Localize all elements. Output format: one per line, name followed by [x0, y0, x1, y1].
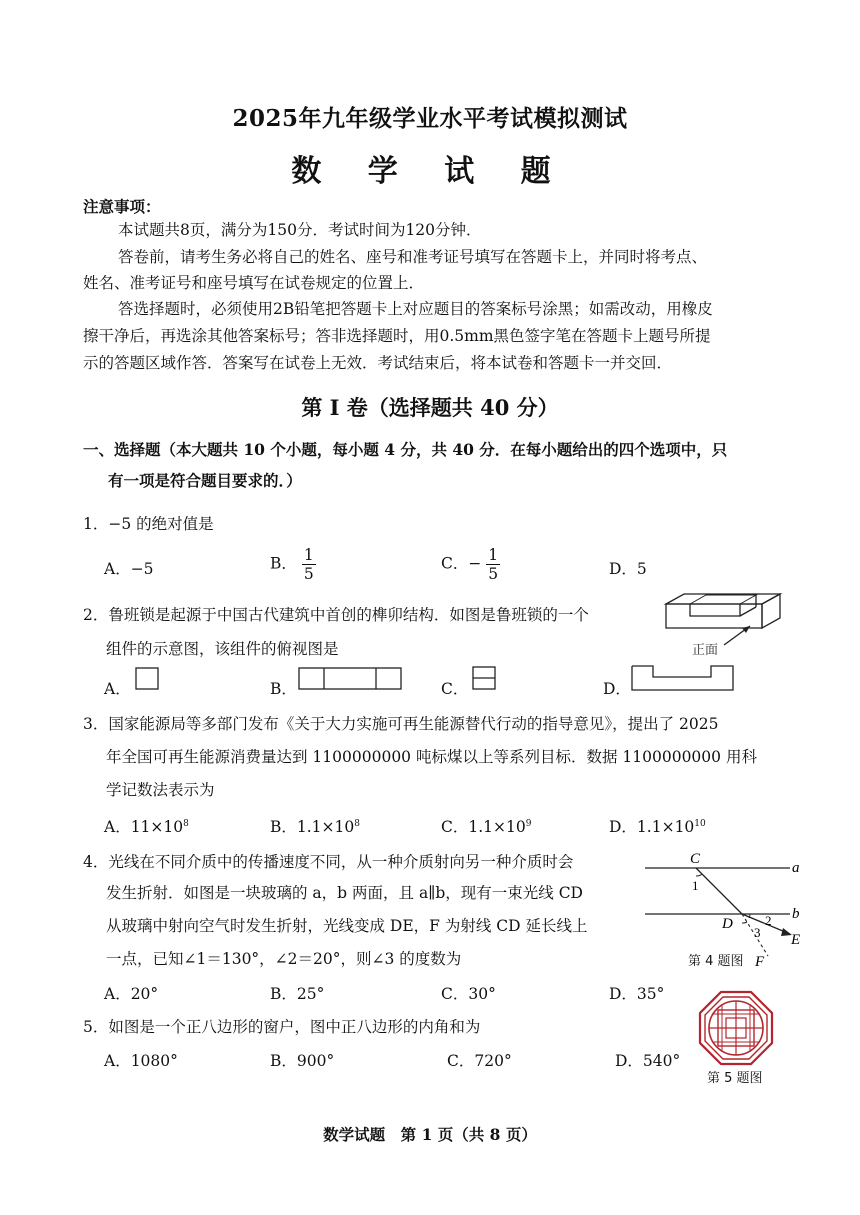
- q5-stem: 5．如图是一个正八边形的窗户，图中正八边形的内角和为: [83, 1018, 481, 1036]
- q4-stem-b: 发生折射．如图是一块玻璃的 a，b 两面，且 a∥b，现有一束光线 CD: [106, 884, 583, 902]
- label-a: a: [792, 860, 800, 876]
- q5-caption: 第 5 题图: [707, 1071, 763, 1086]
- exam-title: 2025年九年级学业水平考试模拟测试: [232, 105, 628, 132]
- q2-option-b: B．: [270, 680, 297, 698]
- q3-d-exp: 10: [694, 818, 706, 829]
- q4-option-d: D．35°: [609, 985, 665, 1003]
- q3-a-exp: 8: [183, 818, 189, 829]
- q3-c-exp: 9: [525, 818, 532, 829]
- q1-c-denominator: 5: [488, 565, 499, 583]
- q3-option-b: [270, 815, 360, 837]
- q3-b-exp: 8: [354, 818, 360, 829]
- label-angle-1: 1: [692, 878, 699, 893]
- q4-stem-c: 从玻璃中射向空气时发生折射，光线变成 DE，F 为射线 CD 延长线上: [106, 917, 588, 935]
- notes-p3a: 答选择题时，必须使用2B铅笔把答题卡上对应题目的答案标号涂黑；如需改动，用橡皮: [118, 300, 713, 318]
- q3-stem-a: 3．国家能源局等多部门发布《关于大力实施可再生能源替代行动的指导意见》，提出了 2025: [83, 715, 719, 733]
- q2-option-c-shape: [472, 666, 498, 692]
- q5-option-d: D．540°: [615, 1052, 681, 1070]
- section-heading-b: 有一项是符合题目要求的．）: [108, 471, 302, 490]
- section-heading-a: 一、选择题（本大题共 10 个小题，每小题 4 分，共 40 分．在每小题给出的四个选项中，只: [83, 440, 728, 459]
- notes-p1: 本试题共8页，满分为150分．考试时间为120分钟．: [118, 221, 482, 239]
- q1-option-b-prefix: B．: [270, 554, 297, 573]
- q1-option-c-fraction: [486, 546, 500, 583]
- q2-option-a-shape: [135, 667, 161, 691]
- q1-option-b: [270, 546, 316, 583]
- octagon-window-figure: [698, 990, 774, 1066]
- label-F: F: [755, 954, 765, 970]
- q3-c-base: C．1.1×10: [441, 818, 526, 836]
- q5-option-c: C．720°: [447, 1052, 512, 1070]
- q4-stem-d: 一点，已知∠1＝130°，∠2＝20°，则∠3 的度数为: [106, 950, 462, 968]
- q2-option-b-shape: [298, 667, 404, 691]
- section-title: 第 I 卷（选择题共 40 分）: [301, 395, 559, 420]
- notes-p2a: 答卷前，请考生务必将自己的姓名、座号和准考证号填写在答题卡上，并同时将考点、: [118, 248, 708, 266]
- label-C: C: [690, 851, 701, 867]
- q1-c-numerator: 1: [488, 546, 499, 564]
- q5-option-b: B．900°: [270, 1052, 335, 1070]
- q1-option-c-prefix: C．−: [441, 554, 482, 573]
- q3-option-d: [609, 815, 706, 837]
- q4-option-a: A．20°: [104, 985, 159, 1003]
- label-b: b: [792, 906, 800, 922]
- front-label: 正面: [692, 643, 719, 658]
- label-angle-3: 3: [754, 925, 761, 940]
- q2-option-d: D．: [603, 680, 631, 698]
- label-D: D: [722, 916, 733, 932]
- notes-p3b: 擦干净后，再选涂其他答案标号；答非选择题时，用0.5mm黑色签字笔在答题卡上题号所提: [83, 327, 711, 345]
- q2-option-c: C．: [441, 680, 469, 698]
- q4-caption: 第 4 题图: [688, 954, 744, 969]
- q1-option-b-fraction: [302, 546, 316, 583]
- q1-b-numerator: 1: [303, 546, 314, 564]
- notes-p2b: 姓名、准考证号和座号填写在试卷规定的位置上．: [83, 274, 425, 292]
- subject-title: 数 学 试 题: [291, 154, 569, 189]
- q2-option-a: A．: [104, 680, 131, 698]
- q3-option-a: [104, 815, 189, 837]
- label-angle-2: 2: [765, 913, 772, 928]
- q2-option-d-shape: [631, 665, 737, 693]
- q1-b-denominator: 5: [303, 565, 314, 583]
- q1-option-a: A．−5: [104, 560, 154, 578]
- q2-stem-a: 2．鲁班锁是起源于中国古代建筑中首创的榫卯结构．如图是鲁班锁的一个: [83, 606, 589, 624]
- q3-a-base: A．11×10: [104, 818, 184, 836]
- q2-stem-b: 组件的示意图，该组件的俯视图是: [106, 640, 339, 658]
- q4-option-b: B．25°: [270, 985, 325, 1003]
- q3-d-base: D．1.1×10: [609, 818, 695, 836]
- q3-stem-b: 年全国可再生能源消费量达到 1100000000 吨标煤以上等系列目标．数据 1100000000 用科: [106, 748, 757, 766]
- page-footer: 数学试题 第 1 页（共 8 页）: [323, 1125, 537, 1144]
- q4-stem-a: 4．光线在不同介质中的传播速度不同，从一种介质射向另一种介质时会: [83, 853, 574, 871]
- q1-stem: 1．−5 的绝对值是: [83, 515, 214, 533]
- q5-option-a: A．1080°: [104, 1052, 178, 1070]
- q3-option-c: [441, 815, 531, 837]
- q1-option-c: [441, 546, 500, 583]
- label-E: E: [791, 932, 801, 948]
- q3-stem-c: 学记数法表示为: [106, 781, 215, 799]
- q1-option-d: D．5: [609, 560, 647, 578]
- notes-p3c: 示的答题区域作答．答案写在试卷上无效．考试结束后，将本试卷和答题卡一并交回．: [83, 354, 673, 372]
- luban-lock-figure: [662, 590, 788, 660]
- notes-heading: 注意事项：: [83, 197, 161, 216]
- q3-b-base: B．1.1×10: [270, 818, 355, 836]
- q4-option-c: C．30°: [441, 985, 496, 1003]
